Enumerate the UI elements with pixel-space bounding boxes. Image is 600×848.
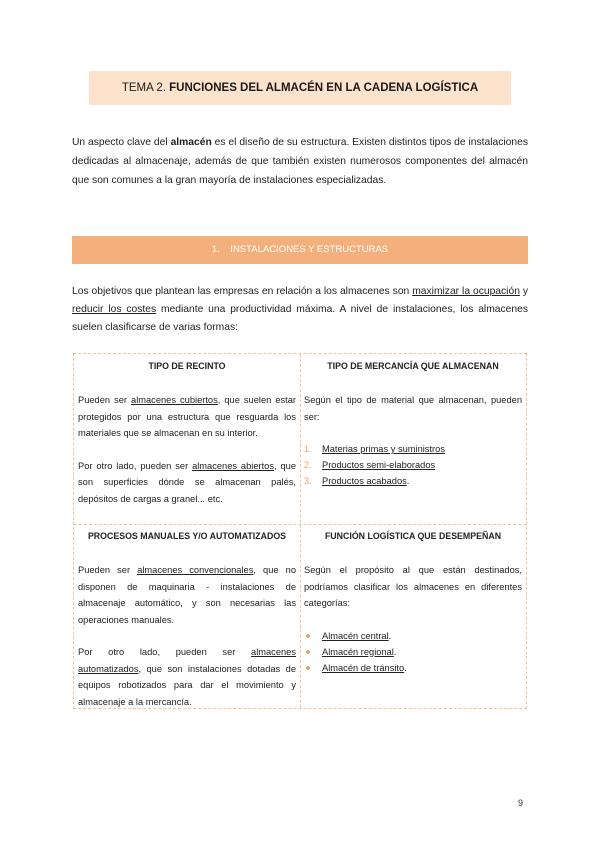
list-item	[304, 644, 522, 660]
bullet-icon	[306, 666, 310, 670]
list-label: Almacén central	[322, 630, 389, 641]
list-item	[304, 473, 522, 489]
list-number: 2.	[304, 460, 312, 470]
list-number: 1.	[304, 444, 312, 454]
list-number: 3.	[304, 476, 312, 486]
list-item	[304, 660, 522, 676]
objectives-text-mid: y	[519, 286, 528, 297]
objectives-text-end: mediante una productividad máxima. A nivel de instalaciones, los almacenes suelen clasificarse de varias formas:	[72, 304, 529, 333]
table-horizontal-divider	[74, 524, 526, 525]
cell-heading: TIPO DE RECINTO	[148, 361, 226, 371]
list-label: Productos acabados	[322, 476, 407, 486]
objectives-underlined-1: maximizar la ocupación	[412, 286, 520, 297]
cell-paragraph	[78, 562, 296, 628]
cell-tipo-recinto	[78, 358, 296, 507]
cell-heading: FUNCIÓN LOGÍSTICA QUE DESEMPEÑAN	[324, 531, 502, 541]
bullet-icon	[306, 650, 310, 654]
list-label: Materias primas y suministros	[322, 444, 445, 454]
list-label: Productos semi-elaborados	[322, 460, 436, 470]
text: Por otro lado, pueden ser	[78, 647, 252, 657]
cell-paragraph: Según el propósito al que están destinados, podríamos clasificar los almacenes en diferentes categorías:	[304, 565, 522, 608]
mercancia-list	[304, 441, 522, 489]
table-vertical-divider	[300, 354, 301, 708]
cell-tipo-mercancia	[304, 358, 522, 489]
text: , que son instalaciones dotadas de equipos robotizados para dar el movimiento y almacenaje a la mercancía.	[78, 663, 296, 707]
list-end: .	[393, 646, 397, 657]
list-label: Almacén regional	[322, 646, 394, 657]
list-end: .	[388, 630, 392, 641]
list-end: .	[406, 476, 410, 486]
underlined-term: almacenes cubiertos	[131, 395, 218, 405]
text: Por otro lado, pueden ser	[78, 460, 193, 471]
section-heading: 1. INSTALACIONES Y ESTRUCTURAS	[211, 244, 389, 255]
underlined-term: almacenes automatizados	[78, 647, 296, 674]
cell-heading: PROCESOS MANUALES Y/O AUTOMATIZADOS	[87, 531, 287, 541]
bullet-icon	[306, 634, 310, 638]
cell-paragraph	[78, 392, 296, 442]
text: Pueden ser	[78, 565, 138, 575]
chapter-title-banner	[89, 71, 511, 105]
list-label: Almacén de tránsito	[322, 662, 405, 673]
list-item	[304, 628, 522, 644]
objectives-text-start: Los objetivos que plantean las empresas en relación a los almacenes son	[72, 286, 413, 297]
classification-table	[73, 353, 527, 709]
text: , que suelen estar protegidos por una estructura que resguarda los materiales que se almacenan en su interior.	[78, 395, 296, 438]
section-heading-banner	[72, 236, 528, 264]
cell-paragraph	[78, 644, 296, 710]
text: Pueden ser	[78, 395, 132, 405]
intro-paragraph	[72, 133, 528, 190]
cell-heading: TIPO DE MERCANCÍA QUE ALMACENAN	[327, 361, 499, 371]
objectives-underlined-2: reducir los costes	[72, 304, 157, 315]
cell-procesos	[78, 528, 296, 710]
list-item	[304, 457, 522, 473]
text: , que no disponen de maquinaria - instalaciones de almacenaje automático, y son necesarias las operaciones manuales.	[78, 565, 296, 625]
chapter-number: TEMA 2.	[121, 82, 166, 94]
objectives-paragraph	[72, 283, 528, 337]
text: , que son superficies dónde se almacenan palés, depósitos de cargas a granel... etc.	[78, 460, 296, 504]
underlined-term: almacenes convencionales	[137, 565, 254, 575]
intro-bold-term: almacén	[170, 137, 212, 148]
cell-paragraph	[78, 458, 296, 508]
intro-text-end: es el diseño de su estructura. Existen distintos tipos de instalaciones dedicadas al almacenaje, además de que también existen numerosos componentes del almacén que son comunes a la gran mayoría de instalaciones especializadas.	[72, 137, 529, 186]
page-number: 9	[518, 798, 524, 808]
funcion-list	[304, 628, 522, 676]
underlined-term: almacenes abiertos	[192, 460, 274, 471]
list-end: .	[404, 662, 407, 673]
list-item	[304, 441, 522, 457]
chapter-title: FUNCIONES DEL ALMACÉN EN LA CADENA LOGÍSTICA	[169, 82, 479, 94]
cell-paragraph: Según el tipo de material que almacenan, pueden ser:	[304, 395, 522, 422]
cell-funcion-logistica	[304, 528, 522, 676]
intro-text-start: Un aspecto clave del	[72, 137, 171, 148]
